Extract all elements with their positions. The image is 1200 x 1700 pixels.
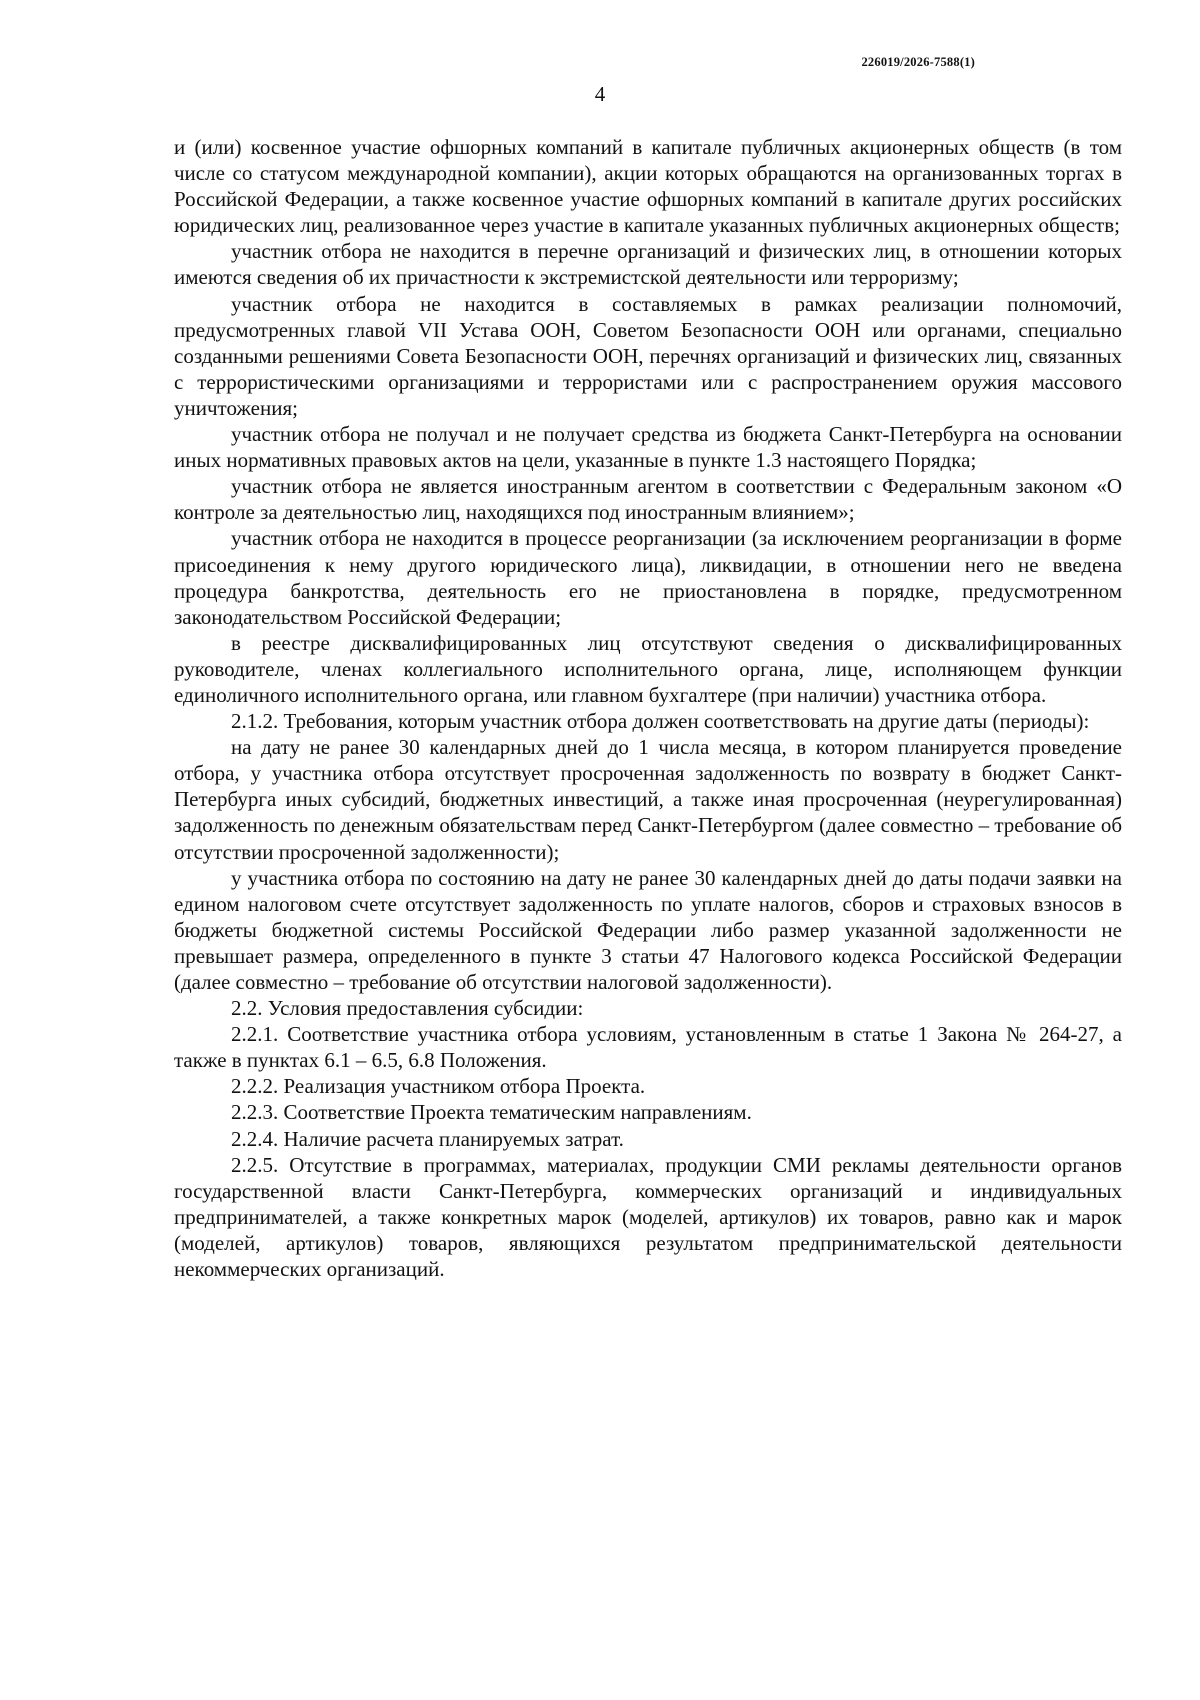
paragraph-clause-2-2-1: 2.2.1. Соответствие участника отбора условиям, установленным в статье 1 Закона № 264-27, а также в пунктах 6.1 – 6.5, 6.8 Положения.: [174, 1022, 1122, 1073]
paragraph-clause-2-2-2: 2.2.2. Реализация участником отбора Проекта.: [231, 1074, 646, 1099]
paragraph-extremism-list: участник отбора не находится в перечне организаций и физических лиц, в отношении которых имеются сведения об их причастности к экстремистской деятельности или терроризму;: [174, 239, 1122, 290]
page-number: 4: [594, 82, 606, 106]
paragraph-un-sanctions-list: участник отбора не находится в составляемых в рамках реализации полномочий, предусмотренных главой VII Устава ООН, Советом Безопасности ООН или органами, специально созданными решениями Совета Безопасности ООН, перечнях организаций и физических лиц, связанных с террористическими организациями и террористами или с распространением оружия массового уничтожения;: [174, 291, 1122, 420]
paragraph-clause-2-1-2: 2.1.2. Требования, которым участник отбора должен соответствовать на другие даты (периоды):: [231, 709, 1090, 734]
paragraph-clause-2-2-4: 2.2.4. Наличие расчета планируемых затрат.: [231, 1126, 624, 1151]
paragraph-offshore-participation: и (или) косвенное участие офшорных компаний в капитале публичных акционерных обществ (в том числе со статусом международной компании), акции которых обращаются на организованных торгах в Российской Федерации, а также косвенное участие офшорных компаний в капитале других российских юридических лиц, реализованное через участие в капитале указанных публичных акционерных обществ;: [174, 135, 1122, 238]
document-body: [174, 134, 1122, 1282]
paragraph-clause-2-2: 2.2. Условия предоставления субсидии:: [231, 996, 584, 1021]
paragraph-no-overdue-debt: на дату не ранее 30 календарных дней до 1 числа месяца, в котором планируется проведение отбора, у участника отбора отсутствует просроченная задолженность по возврату в бюджет Санкт-Петербурга иных субсидий, бюджетных инвестиций, а также иная просроченная (неурегулированная) задолженность по денежным обязательствам перед Санкт-Петербургом (далее совместно – требование об отсутствии просроченной задолженности);: [174, 735, 1123, 864]
paragraph-no-reorganization: участник отбора не находится в процессе реорганизации (за исключением реорганизации в форме присоединения к нему другого юридического лица), ликвидации, в отношении него не введена процедура банкротства, деятельность его не приостановлена в порядке, предусмотренном законодательством Российской Федерации;: [174, 526, 1122, 629]
document-registration-number: 226019/2026-7588(1): [861, 55, 975, 69]
paragraph-clause-2-2-3: 2.2.3. Соответствие Проекта тематическим направлениям.: [231, 1100, 752, 1125]
paragraph-no-other-budget-funds: участник отбора не получал и не получает средства из бюджета Санкт-Петербурга на основании иных нормативных правовых актов на цели, указанные в пункте 1.3 настоящего Порядка;: [174, 422, 1122, 473]
paragraph-clause-2-2-5: 2.2.5. Отсутствие в программах, материалах, продукции СМИ рекламы деятельности органов государственной власти Санкт-Петербурга, коммерческих организаций и индивидуальных предпринимателей, а также конкретных марок (моделей, артикулов) их товаров, равно как и марок (моделей, артикулов) товаров, являющихся результатом предпринимательской деятельности некоммерческих организаций.: [174, 1152, 1122, 1282]
paragraph-no-tax-debt: у участника отбора по состоянию на дату не ранее 30 календарных дней до даты подачи заявки на едином налоговом счете отсутствует задолженность по уплате налогов, сборов и страховых взносов в бюджеты бюджетной системы Российской Федерации либо размер указанной задолженности не превышает размера, определенного в пункте 3 статьи 47 Налогового кодекса Российской Федерации (далее совместно – требование об отсутствии налоговой задолженности).: [174, 865, 1122, 994]
paragraph-disqualified-persons: в реестре дисквалифицированных лиц отсутствуют сведения о дисквалифицированных руководителе, членах коллегиального исполнительного органа, лице, исполняющем функции единоличного исполнительного органа, или главном бухгалтере (при наличии) участника отбора.: [174, 630, 1122, 707]
paragraph-not-foreign-agent: участник отбора не является иностранным агентом в соответствии с Федеральным законом «О контроле за деятельностью лиц, находящихся под иностранным влиянием»;: [174, 474, 1122, 525]
